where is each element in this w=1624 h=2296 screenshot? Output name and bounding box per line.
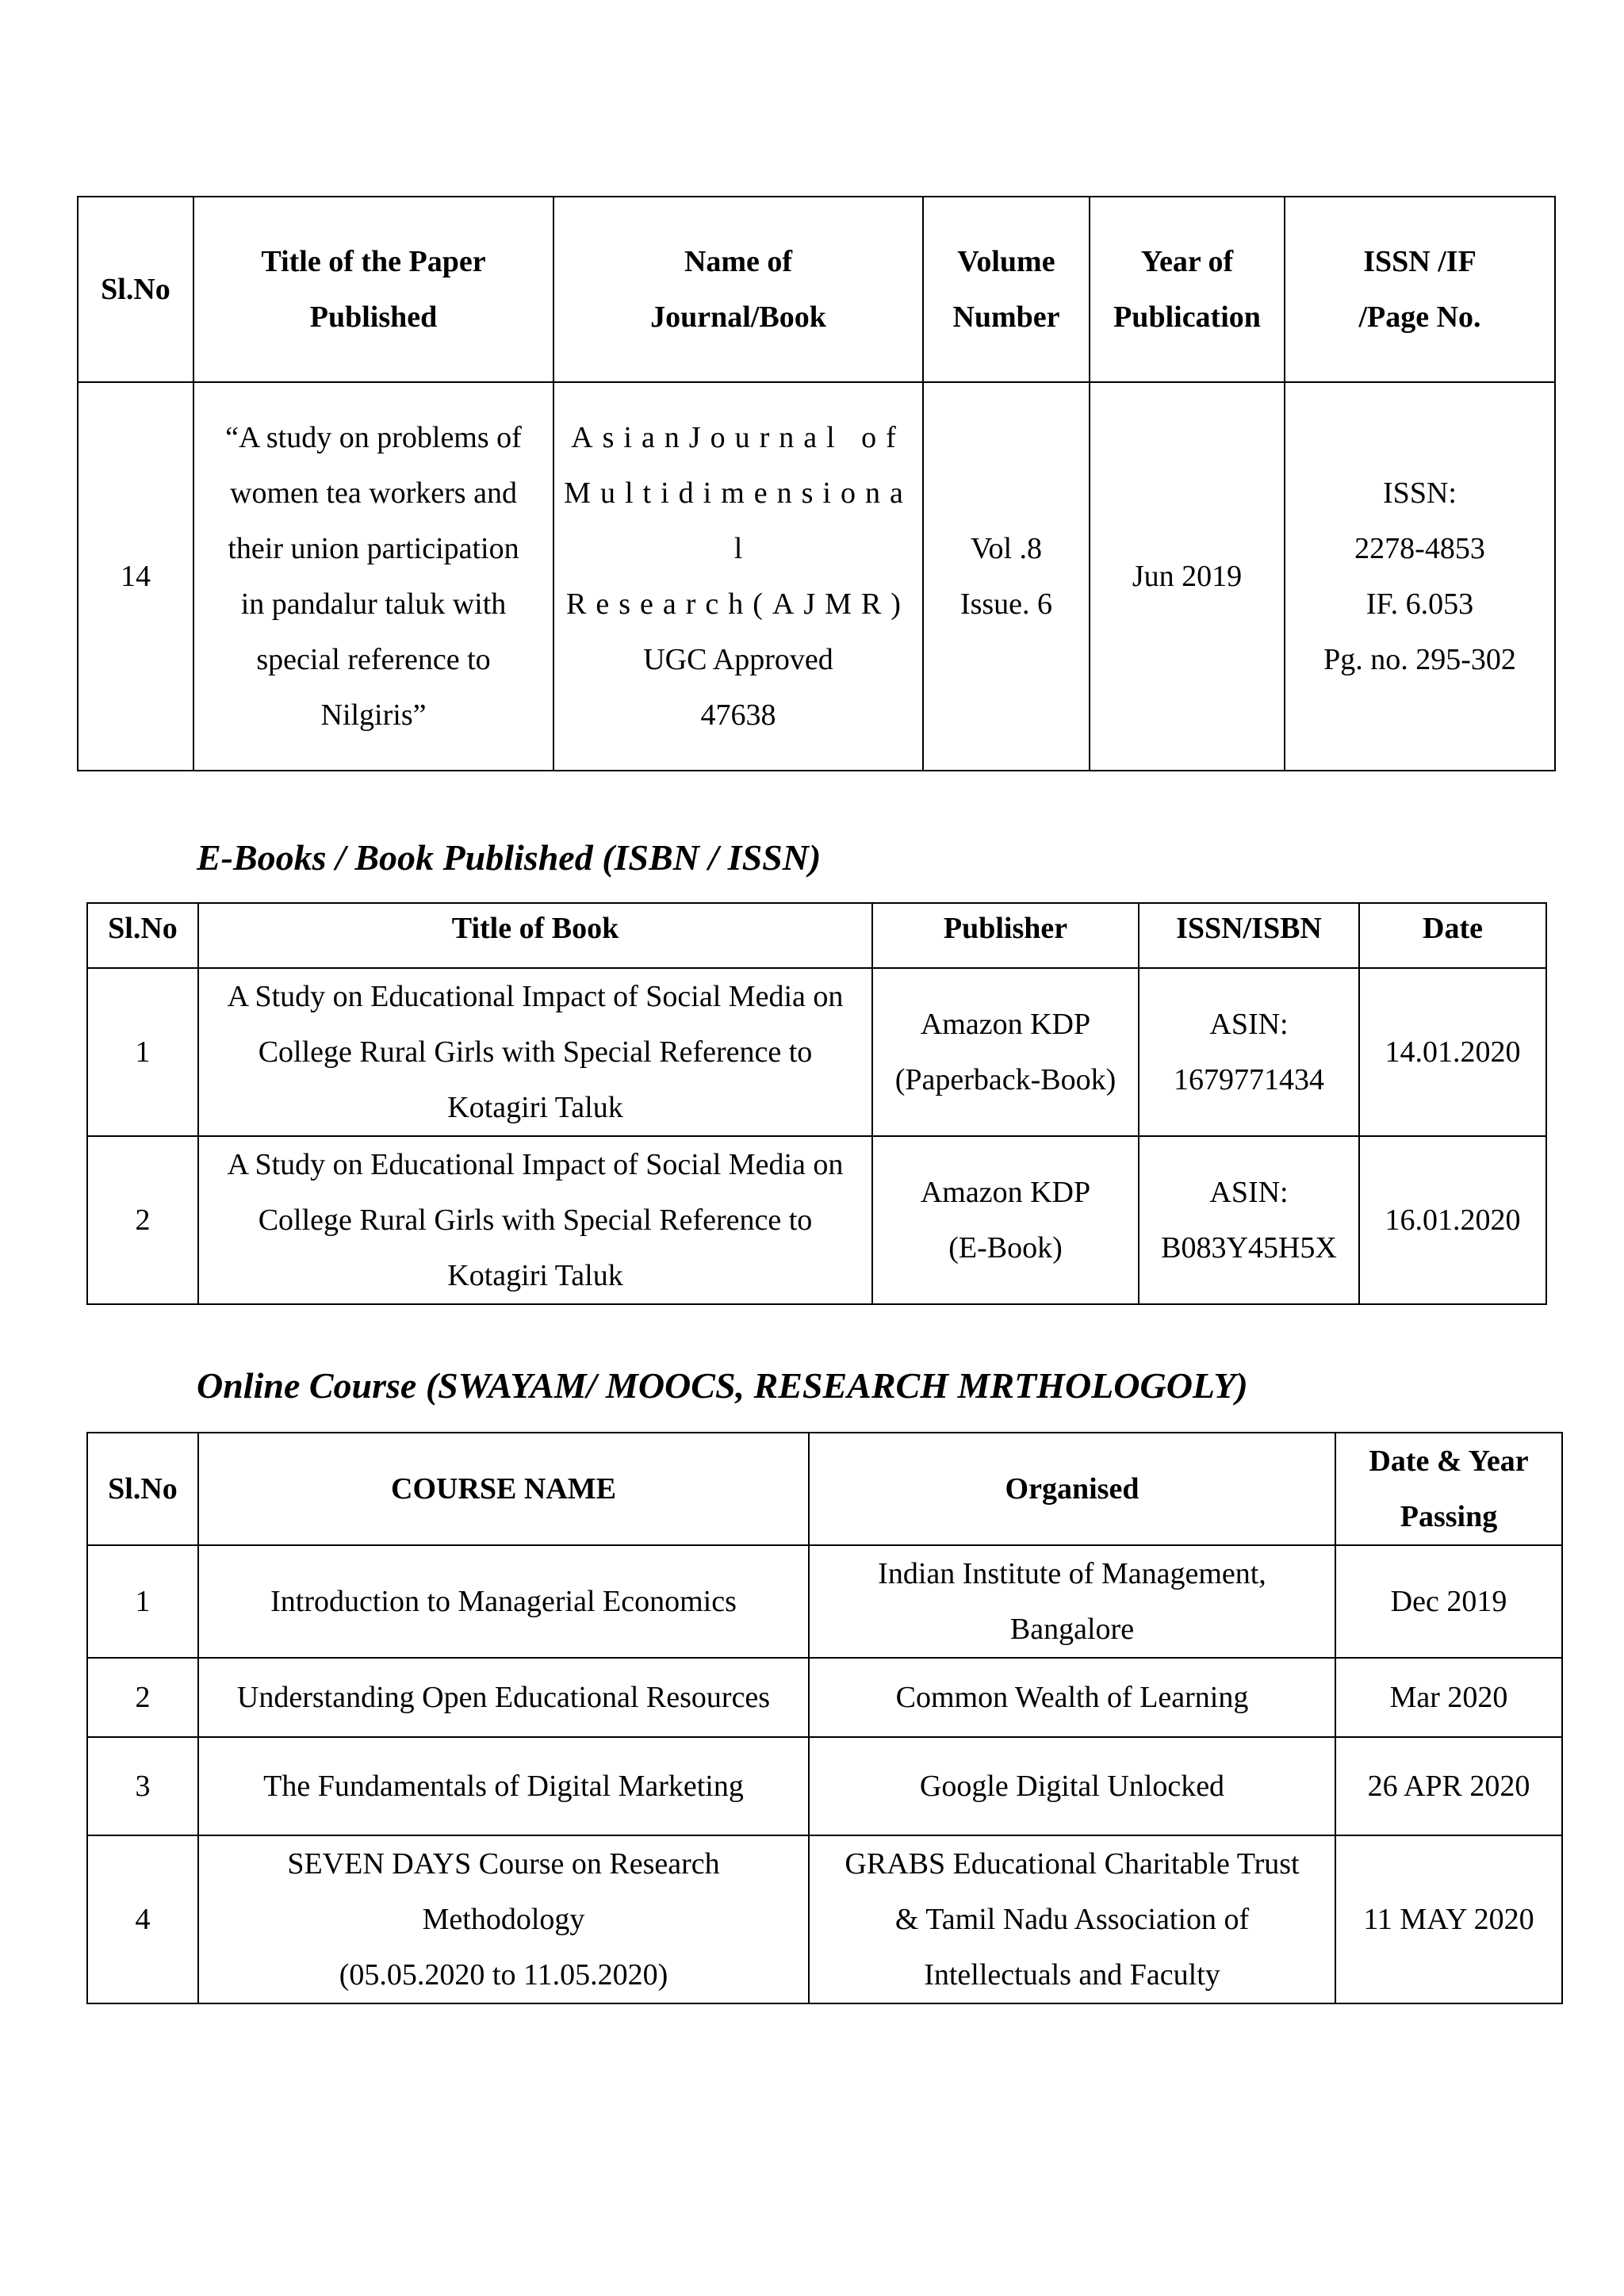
papers-table bbox=[77, 196, 1556, 771]
header-slno: Sl.No bbox=[87, 1433, 198, 1545]
courses-table bbox=[86, 1432, 1563, 2004]
cell-slno: 3 bbox=[87, 1737, 198, 1835]
cell-date: 11 MAY 2020 bbox=[1335, 1835, 1562, 2003]
cell-slno: 1 bbox=[87, 968, 198, 1136]
header-course-name: COURSE NAME bbox=[198, 1433, 809, 1545]
cell-course-name: The Fundamentals of Digital Marketing bbox=[198, 1737, 809, 1835]
table-row bbox=[78, 382, 1555, 771]
header-slno: Sl.No bbox=[87, 903, 198, 968]
cell-issn: ISSN: 2278-4853 IF. 6.053 Pg. no. 295-302 bbox=[1285, 382, 1555, 771]
cell-publisher: Amazon KDP (E-Book) bbox=[872, 1136, 1139, 1304]
table-row bbox=[87, 1835, 1562, 2003]
ebooks-header-row bbox=[87, 903, 1546, 968]
cell-course-name: Introduction to Managerial Economics bbox=[198, 1545, 809, 1658]
cell-title: A Study on Educational Impact of Social Media on College Rural Girls with Special Reference to Kotagiri Taluk bbox=[198, 968, 872, 1136]
cell-course-name: Understanding Open Educational Resources bbox=[198, 1658, 809, 1737]
cell-isbn: ASIN: 1679771434 bbox=[1139, 968, 1359, 1136]
cell-date: Dec 2019 bbox=[1335, 1545, 1562, 1658]
cell-title: “A study on problems of women tea workers and their union participation in pandalur taluk with special reference to Nilgiris” bbox=[193, 382, 553, 771]
cell-organised: GRABS Educational Charitable Trust & Tamil Nadu Association of Intellectuals and Faculty bbox=[809, 1835, 1335, 2003]
cell-year: Jun 2019 bbox=[1090, 382, 1285, 771]
cell-date: Mar 2020 bbox=[1335, 1658, 1562, 1737]
courses-header-row bbox=[87, 1433, 1562, 1545]
ebooks-heading: E-Books / Book Published (ISBN / ISSN) bbox=[197, 837, 822, 878]
header-journal: Name of Journal/Book bbox=[553, 197, 923, 382]
cell-date: 14.01.2020 bbox=[1359, 968, 1546, 1136]
cell-organised: Indian Institute of Management, Bangalore bbox=[809, 1545, 1335, 1658]
header-year: Year of Publication bbox=[1090, 197, 1285, 382]
ebooks-table bbox=[86, 902, 1547, 1305]
cell-organised: Google Digital Unlocked bbox=[809, 1737, 1335, 1835]
cell-journal: AsianJournal of Multidimensiona l Research(AJMR) UGC Approved 47638 bbox=[553, 382, 923, 771]
cell-slno: 2 bbox=[87, 1658, 198, 1737]
header-slno: Sl.No bbox=[78, 197, 193, 382]
cell-publisher: Amazon KDP (Paperback-Book) bbox=[872, 968, 1139, 1136]
cell-title: A Study on Educational Impact of Social Media on College Rural Girls with Special Reference to Kotagiri Taluk bbox=[198, 1136, 872, 1304]
courses-heading: Online Course (SWAYAM/ MOOCS, RESEARCH MRTHOLOGOLY) bbox=[197, 1365, 1248, 1406]
table-row bbox=[87, 1737, 1562, 1835]
header-isbn: ISSN/ISBN bbox=[1139, 903, 1359, 968]
table-row bbox=[87, 1136, 1546, 1304]
cell-slno: 4 bbox=[87, 1835, 198, 2003]
header-date: Date & Year Passing bbox=[1335, 1433, 1562, 1545]
header-title: Title of Book bbox=[198, 903, 872, 968]
header-publisher: Publisher bbox=[872, 903, 1139, 968]
header-volume: Volume Number bbox=[923, 197, 1090, 382]
cell-slno: 1 bbox=[87, 1545, 198, 1658]
cell-volume: Vol .8 Issue. 6 bbox=[923, 382, 1090, 771]
cell-date: 26 APR 2020 bbox=[1335, 1737, 1562, 1835]
papers-header-row bbox=[78, 197, 1555, 382]
cell-organised: Common Wealth of Learning bbox=[809, 1658, 1335, 1737]
table-row bbox=[87, 1545, 1562, 1658]
header-issn: ISSN /IF /Page No. bbox=[1285, 197, 1555, 382]
cell-isbn: ASIN: B083Y45H5X bbox=[1139, 1136, 1359, 1304]
cell-slno: 14 bbox=[78, 382, 193, 771]
cell-course-name: SEVEN DAYS Course on Research Methodology (05.05.2020 to 11.05.2020) bbox=[198, 1835, 809, 2003]
header-date: Date bbox=[1359, 903, 1546, 968]
cell-slno: 2 bbox=[87, 1136, 198, 1304]
header-organised: Organised bbox=[809, 1433, 1335, 1545]
cell-date: 16.01.2020 bbox=[1359, 1136, 1546, 1304]
table-row bbox=[87, 968, 1546, 1136]
table-row bbox=[87, 1658, 1562, 1737]
header-title: Title of the Paper Published bbox=[193, 197, 553, 382]
